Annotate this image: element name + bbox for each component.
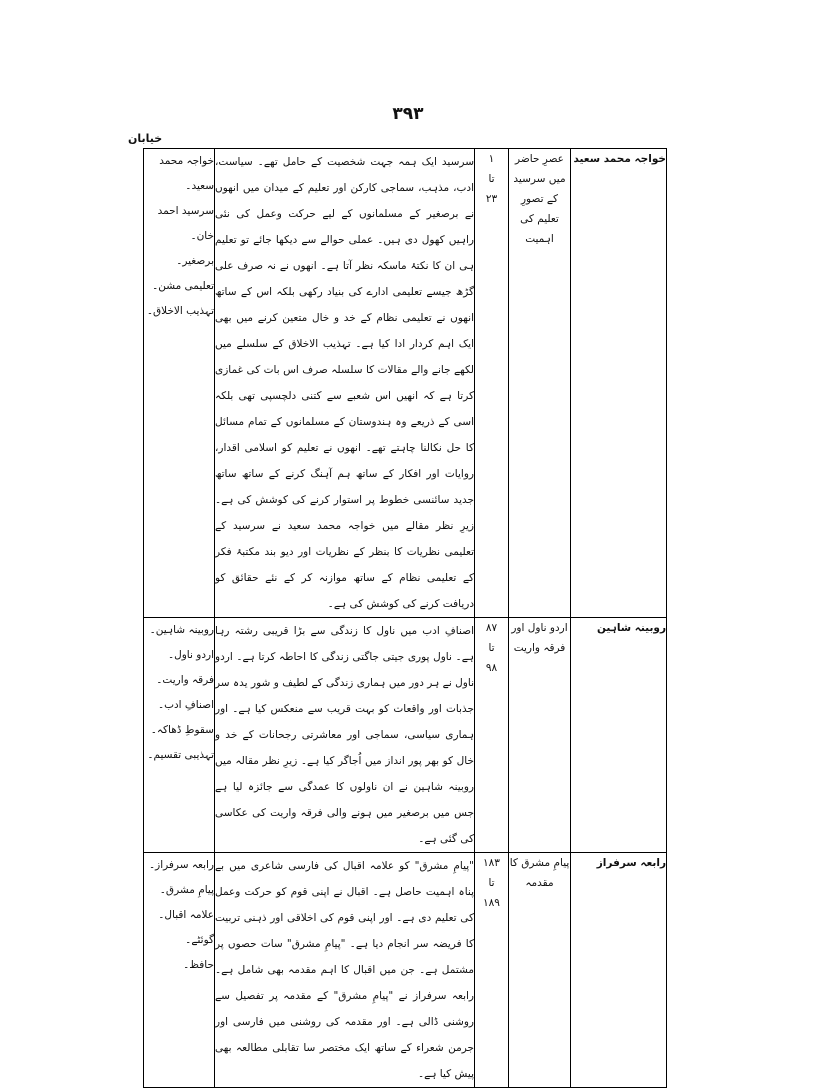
page-end: ۱۸۹ [483, 897, 500, 909]
running-head: خیابان [128, 132, 163, 145]
keyword: تعلیمی مشن۔ [152, 280, 214, 292]
keyword: فرقہ واریت۔ [156, 674, 214, 686]
page-end: ۲۳ [485, 193, 498, 205]
keyword: تہذیبی تقسیم۔ [147, 749, 214, 761]
keyword: روبینہ شاہین۔ [149, 624, 214, 636]
table-row [144, 618, 667, 853]
article-index-table [143, 148, 667, 1088]
summary-cell: "پیامِ مشرق" کو علامہ اقبال کی فارسی شاعری میں بے پناہ اہمیت حاصل ہے۔ اقبال نے اپنی قوم کو حرکت وعمل کی تعلیم دی ہے۔ اور اپنی قوم کی اخلاقی اور ذہنی تربیت کا فریضہ سر انجام دیا ہے۔ "پیامِ مشرق" سات حصوں پر مشتمل ہے۔ جن میں اقبال کا اہم مقدمہ بھی شامل ہے۔ رابعہ سرفراز نے "پیامِ مشرق" کے مقدمہ پر تفصیل سے روشنی ڈالی ہے۔ اور مقدمہ کی روشنی میں فارسی اور جرمن شعراء کے ساتھ ایک مختصر سا تقابلی مطالعہ بھی پیش کیا ہے۔ [215, 853, 475, 1088]
article-title-cell: اردو ناول اور فرقہ واریت [509, 618, 571, 853]
page-range-separator: تا [488, 877, 495, 889]
table-row [144, 149, 667, 618]
author-cell: روبینہ شاہین [571, 618, 667, 853]
page-range-cell [475, 853, 509, 1088]
summary-cell: سرسید ایک ہمہ جہت شخصیت کے حامل تھے۔ سیاست، ادب، مذہب، سماجی کارکن اور تعلیم کے میدان میں انھوں نے برصغیر کے مسلمانوں کے لیے حرکت وعمل کی نئی راہیں کھول دی ہیں۔ عملی حوالے سے دیکھا جائے تو تعلیم ہی ان کا نکتۂ ماسکہ نظر آتا ہے۔ انھوں نے نہ صرف علی گڑھ جیسے تعلیمی ادارے کی بنیاد رکھی بلکہ اس کے ساتھ انھوں نے تعلیمی نظام کے خد و خال متعین کرنے میں بھی ایک اہم کردار ادا کیا ہے۔ تہذیب الاخلاق کے سلسلے میں لکھے جانے والے مقالات کا سلسلہ صرف اس بات کی غمازی کرتا ہے کہ انھیں اس شعبے سے کتنی دلچسپی تھی بلکہ اسی کے ذریعے وہ ہندوستان کے مسلمانوں کے تمام مسائل کا حل نکالنا چاہتے تھے۔ انھوں نے تعلیم کو اسلامی اقدار، روایات اور افکار کے ساتھ ہم آہنگ کرنے کے ساتھ ساتھ جدید سائنسی خطوط پر استوار کرنے کی کوشش کی ہے۔ زیرِ نظر مقالے میں خواجہ محمد سعید نے سرسید کے تعلیمی نظریات کا بنظر کے نظریات اور دیو بند مکتبۂ فکر کے تعلیمی نظام کے ساتھ موازنہ کر کے نئے حقائق کو دریافت کرنے کی کوشش کی ہے۔ [215, 149, 475, 618]
page-range-cell [475, 149, 509, 618]
keywords-cell [144, 618, 215, 853]
keyword: رابعہ سرفراز۔ [148, 859, 214, 871]
keywords-cell [144, 853, 215, 1088]
keyword: علامہ اقبال۔ [158, 909, 214, 921]
article-title-cell: پیامِ مشرق کا مقدمہ [509, 853, 571, 1088]
keyword: خواجہ محمد سعید۔ [159, 155, 214, 192]
author-cell: خواجہ محمد سعید [571, 149, 667, 618]
page-start: ۱ [488, 153, 495, 165]
keyword: سرسید احمد خان۔ [157, 205, 214, 242]
keyword: گوئٹے۔ [185, 934, 214, 946]
author-cell: رابعہ سرفراز [571, 853, 667, 1088]
keyword: برصغیر۔ [176, 255, 214, 267]
keyword: سقوطِ ڈھاکہ۔ [150, 724, 214, 736]
keyword: اردو ناول۔ [167, 649, 214, 661]
page-start: ۸۷ [485, 622, 498, 634]
page-start: ۱۸۳ [483, 857, 500, 869]
page-range-cell [475, 618, 509, 853]
keywords-cell [144, 149, 215, 618]
page-number: ۳۹۳ [392, 104, 424, 124]
article-title-cell: عصرِ حاضر میں سرسید کے تصورِ تعلیم کی اہمیت [509, 149, 571, 618]
keyword: پیامِ مشرق۔ [159, 884, 214, 896]
page-range-separator: تا [488, 642, 495, 654]
keyword: اصنافِ ادب۔ [157, 699, 214, 711]
keyword: حافظ۔ [183, 959, 214, 971]
page-end: ۹۸ [485, 662, 498, 674]
keyword: تہذیب الاخلاق۔ [146, 305, 214, 317]
summary-cell: اصنافِ ادب میں ناول کا زندگی سے بڑا قریبی رشتہ رہا ہے۔ ناول پوری جیتی جاگتی زندگی کا احاطہ کرتا ہے۔ اردو ناول نے ہر دور میں ہماری زندگی کے لطیف و شور یدہ سر جذبات اور واقعات کو بہت قریب سے منعکس کیا ہے۔ اور ہماری سیاسی، سماجی اور معاشرتی رجحانات کے خد و خال کو بھر پور انداز میں اُجاگر کیا ہے۔ زیرِ نظر مقالہ میں روبینہ شاہین نے ان ناولوں کا عمدگی سے جائزہ لیا ہے جس میں برصغیر میں ہونے والی فرقہ واریت کی عکاسی کی گئی ہے۔ [215, 618, 475, 853]
table-row [144, 853, 667, 1088]
page-range-separator: تا [488, 173, 495, 185]
